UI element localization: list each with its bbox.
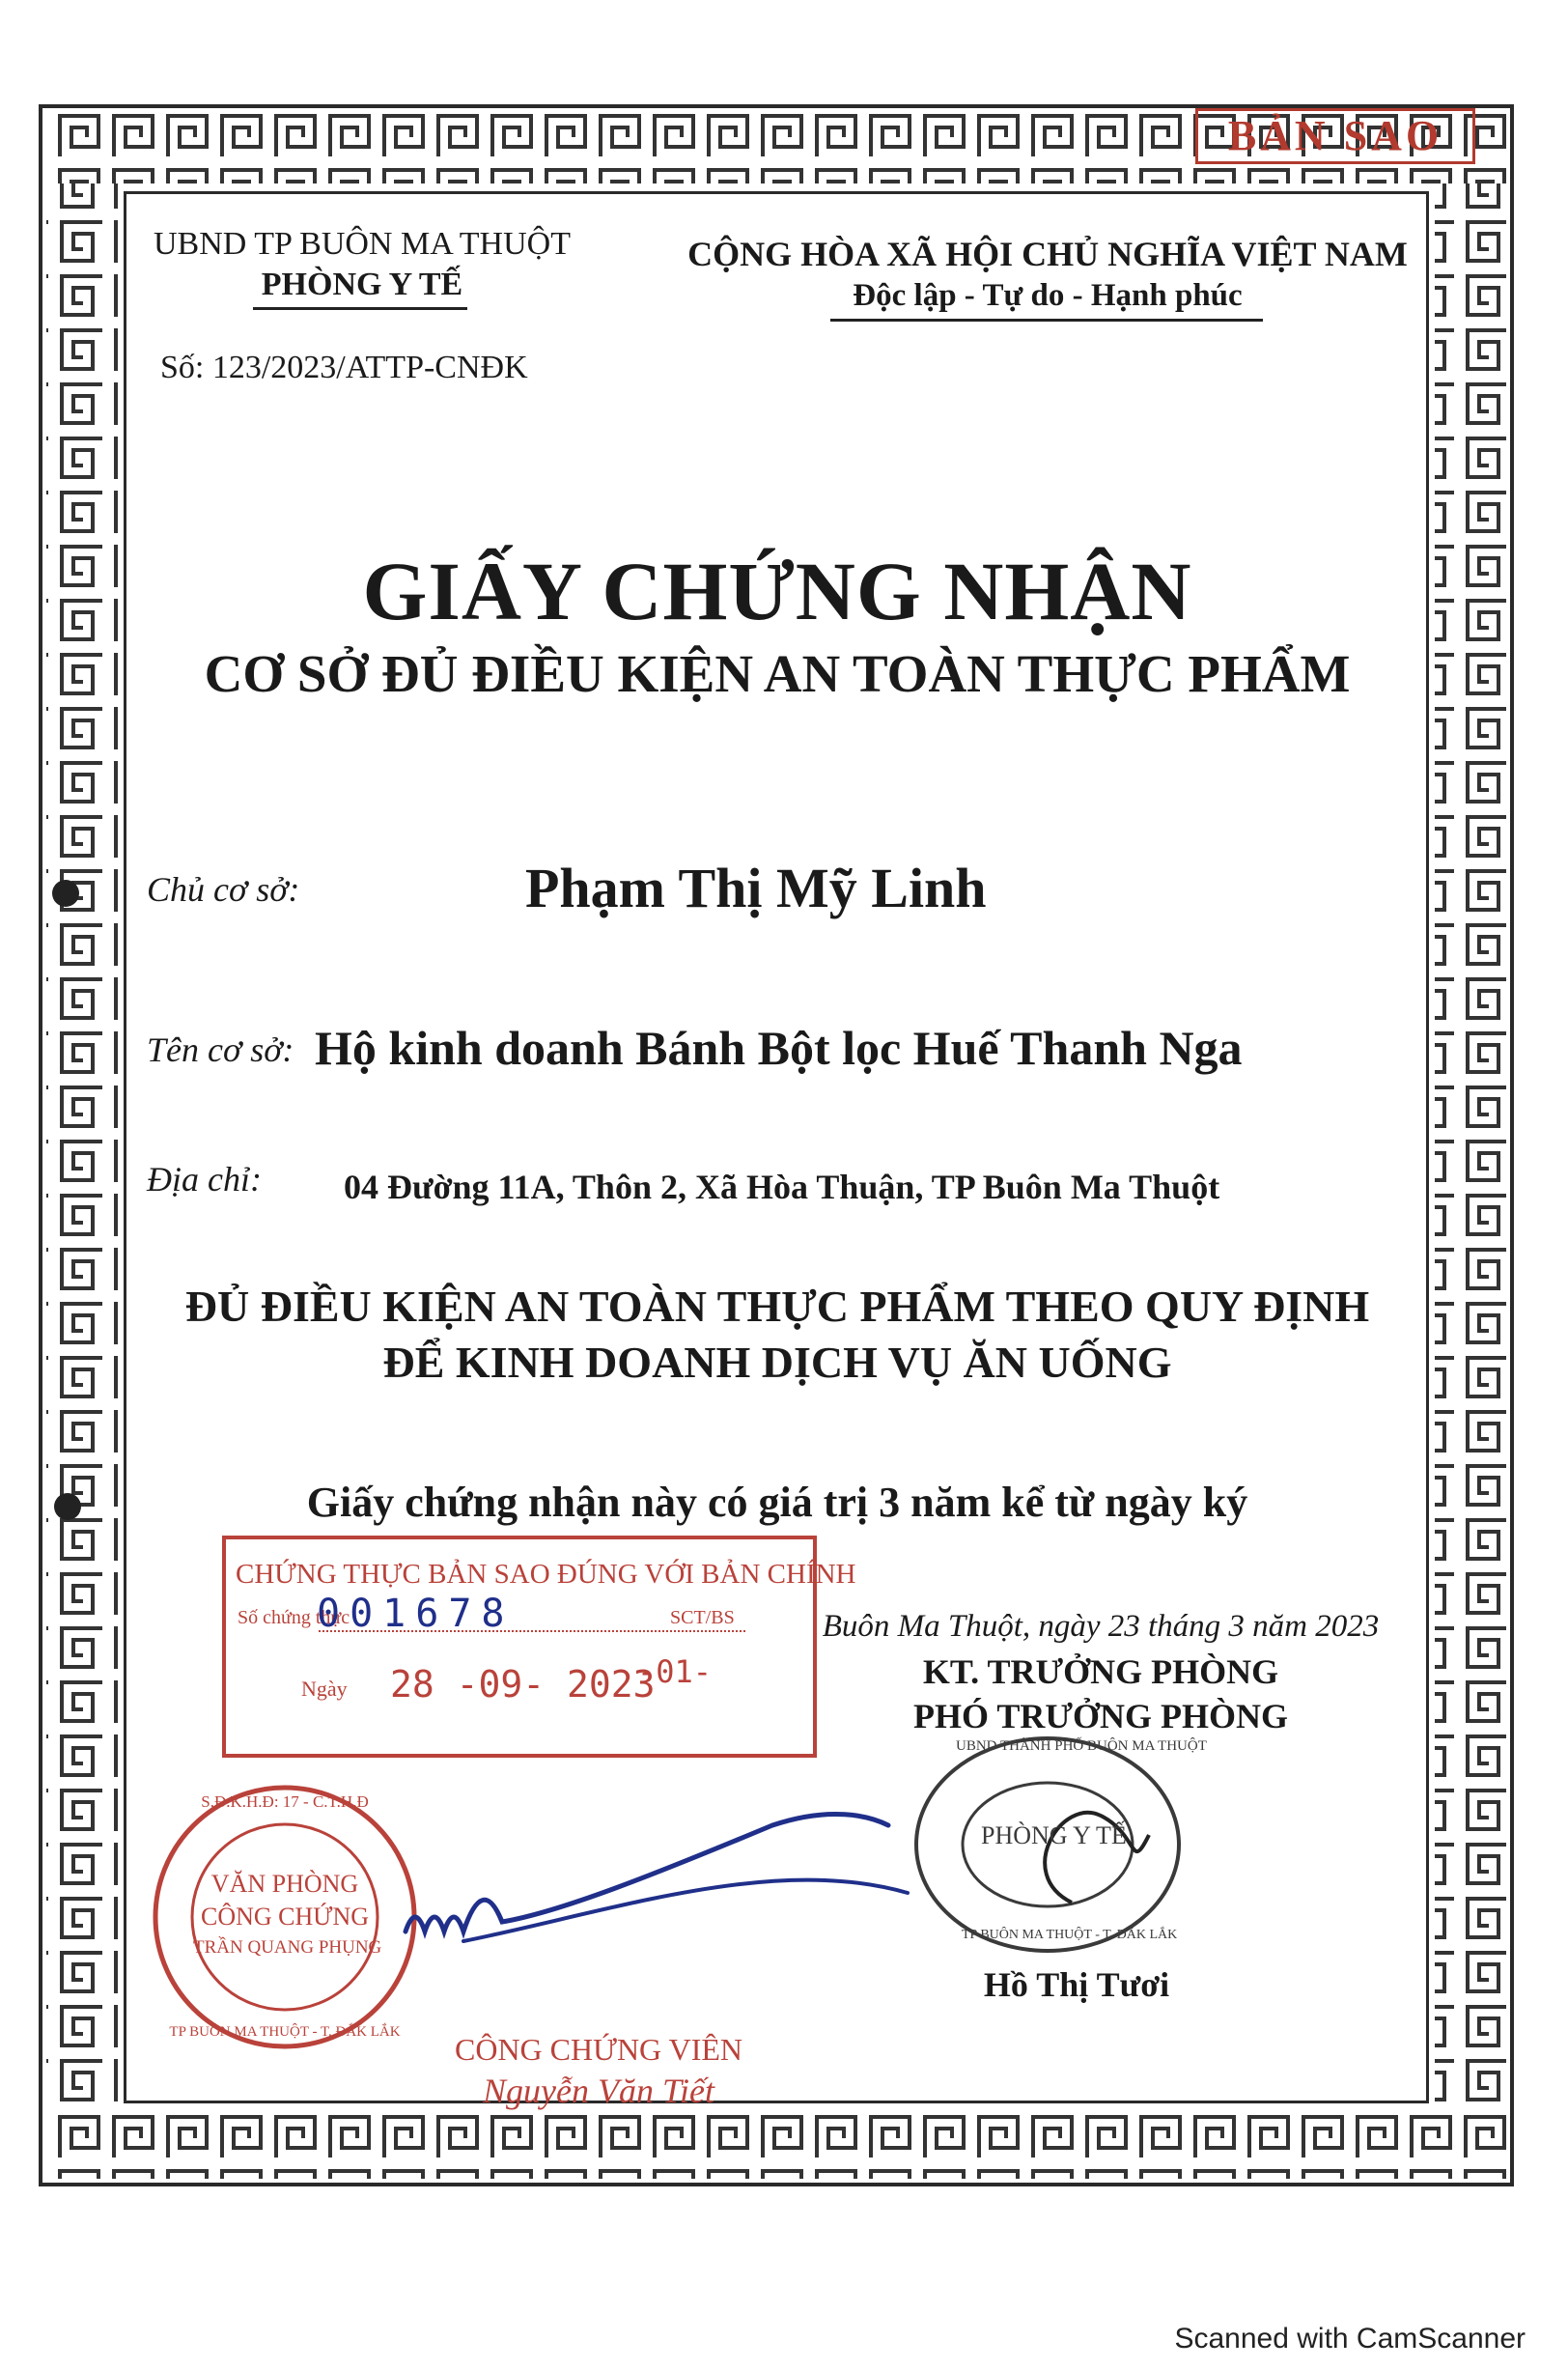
notary-title: CÔNG CHỨNG VIÊN <box>454 2032 742 2067</box>
health-seal-ring-bottom: TP BUÔN MA THUỘT - T. ĐẮK LẮK <box>962 1928 1178 1942</box>
national-motto: Độc lập - Tự do - Hạnh phúc <box>853 278 1243 313</box>
stamp-date-label: Ngày <box>301 1677 348 1701</box>
certificate-title: GIẤY CHỨNG NHẬN <box>362 545 1192 637</box>
certificate-subtitle: CƠ SỞ ĐỦ ĐIỀU KIỆN AN TOÀN THỰC PHẨM <box>204 644 1351 703</box>
owner-label: Chủ cơ sở: <box>147 870 300 909</box>
stamp-book-suffix: SCT/BS <box>670 1607 735 1628</box>
document-number: Số: 123/2023/ATTP-CNĐK <box>160 350 528 385</box>
conclusion-line1: ĐỦ ĐIỀU KIỆN AN TOÀN THỰC PHẨM THEO QUY ĐỊNH <box>184 1282 1370 1331</box>
business-value: Hộ kinh doanh Bánh Bột lọc Huế Thanh Nga <box>315 1021 1243 1075</box>
copy-stamp-text: BẢN SAO <box>1227 112 1443 159</box>
conclusion-line2: ĐỂ KINH DOANH DỊCH VỤ ĂN UỐNG <box>382 1338 1172 1387</box>
notary-seal-line2: CÔNG CHỨNG <box>200 1903 369 1931</box>
stamp-number-dots <box>319 1630 745 1632</box>
scan-caption: Scanned with CamScanner <box>1174 2323 1526 2355</box>
stamp-number-value: 001678 <box>317 1592 515 1636</box>
signing-place-date: Buôn Ma Thuột, ngày 23 tháng 3 năm 2023 <box>822 1609 1380 1644</box>
notary-signature <box>367 1796 946 1970</box>
stamp-number-label: Số chứng thực <box>238 1607 350 1628</box>
signing-role-1: KT. TRƯỞNG PHÒNG <box>922 1652 1279 1691</box>
health-seal-ring-top: UBND THÀNH PHỐ BUÔN MA THUỘT <box>956 1738 1207 1754</box>
stamp-page-value: -01- <box>637 1653 713 1690</box>
national-title: CỘNG HÒA XÃ HỘI CHỦ NGHĨA VIỆT NAM <box>687 235 1408 273</box>
signing-role-2: PHÓ TRƯỞNG PHÒNG <box>912 1697 1288 1735</box>
stamp-title: CHỨNG THỰC BẢN SAO ĐÚNG VỚI BẢN CHÍNH <box>236 1559 856 1590</box>
signer-name: Hồ Thị Tươi <box>983 1965 1170 2004</box>
notary-seal-ring-top: S.Đ.K.H.Đ: 17 - C.T.H.Đ <box>201 1792 369 1811</box>
validity-text: Giấy chứng nhận này có giá trị 3 năm kể từ ngày ký <box>306 1479 1248 1526</box>
motto-underline <box>830 319 1263 322</box>
issuer-name: UBND TP BUÔN MA THUỘT <box>154 226 571 262</box>
notary-seal-ring-bottom: TP BUÔN MA THUỘT - T. ĐẮK LẮK <box>169 2024 401 2040</box>
address-value: 04 Đường 11A, Thôn 2, Xã Hòa Thuận, TP Buôn Ma Thuột <box>344 1168 1220 1206</box>
notary-seal-line1: VĂN PHÒNG <box>210 1870 359 1898</box>
owner-value: Phạm Thị Mỹ Linh <box>525 857 987 919</box>
address-label: Địa chỉ: <box>147 1160 262 1199</box>
issuer-underline <box>253 307 467 310</box>
issuer-department: PHÒNG Y TẾ <box>261 267 463 302</box>
notary-seal-line3: TRẦN QUANG PHỤNG <box>193 1937 382 1958</box>
health-seal-center: PHÒNG Y TẾ <box>981 1821 1127 1849</box>
business-label: Tên cơ sở: <box>147 1030 294 1069</box>
stamp-date-value: 28 -09- 2023 <box>390 1663 656 1706</box>
notary-name: Nguyễn Văn Tiết <box>483 2072 714 2110</box>
